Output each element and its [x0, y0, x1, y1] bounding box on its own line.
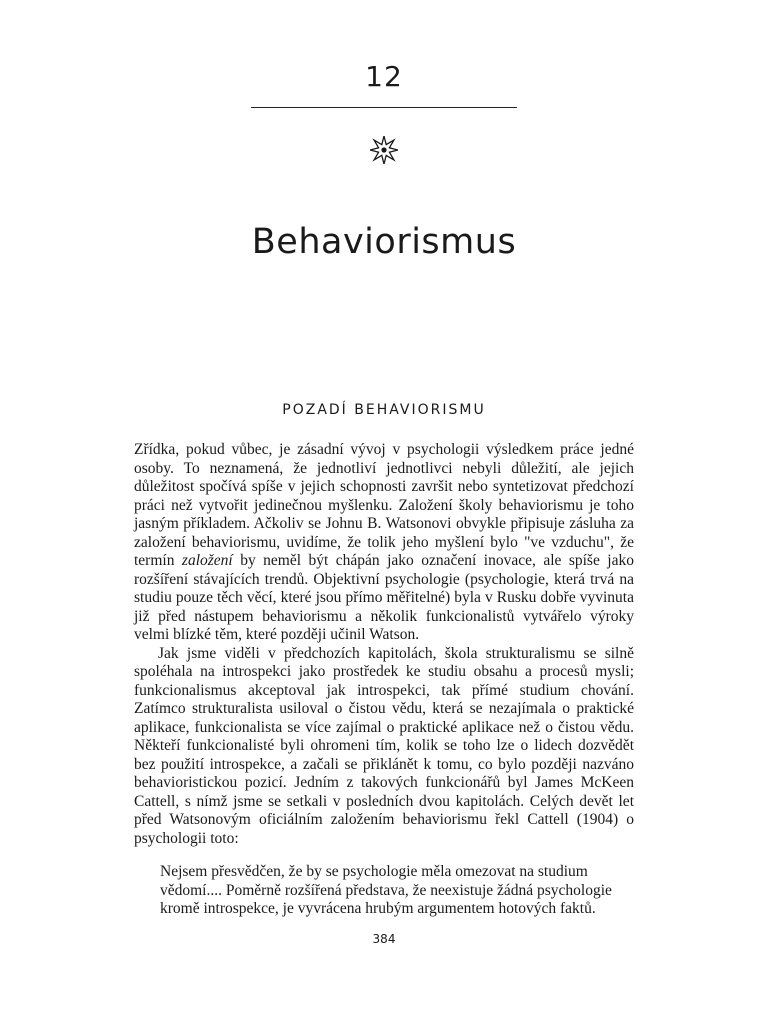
chapter-title: Behaviorismus [251, 222, 517, 262]
chapter-number: 12 [365, 60, 403, 93]
paragraph [134, 441, 634, 645]
star-ornament-icon [370, 136, 398, 164]
page-number: 384 [372, 932, 396, 946]
section-heading: POZADÍ BEHAVIORISMU [282, 402, 486, 418]
quote-line: Nejsem přesvědčen, že by se psychologie měla omezovat na studium [160, 863, 588, 880]
paragraph: Jak jsme viděli v předchozích kapitolách, škola strukturalismu se silně spoléhala na introspekci jako prostředek ke studiu obsahu a procesů mysli; funkcionalismus akceptoval jak introspekci, tak přímé studium chování. Zatímco strukturalista usiloval o čistou vědu, která se nezajímala o praktické aplikace, funkcionalista se více zajímal o praktické aplikace než o čistou vědu. Někteří funkcionalisté byli ohromeni tím, kolik se toho lze o lidech dozvědět bez použití introspekce, a začali se přiklánět k tomu, co bylo později nazváno behavioristickou pozicí. Jedním z takových funkcionářů byl James McKeen Cattell, s nímž jsme se setkali v posledních dvou kapitolách. Celých devět let před Watsonovým oficiálním založením behaviorismu řekl Cattell (1904) o psychologii toto: [134, 644, 634, 847]
paragraph-text: Zřídka, pokud vůbec, je zásadní vývoj v psychologii výsledkem práce jedné osoby. To neznamená, že jednotliví jednotlivci nebyli důležití, ale jejich důležitost spočívá spíše v jejich schopnosti završit nebo syntetizovat předchozí práci než vytvořit jedinečnou myšlenku. Založení školy behaviorismu je toho jasným příkladem. Ačkoliv se Johnu B. Watsonovi obvykle připisuje zásluha za založení behaviorismu, uvidíme, že tolik jeho myšlení bylo "ve vzduchu", že termín [134, 441, 634, 569]
italic-term: založení [181, 552, 233, 569]
quote-line: kromě introspekce, je vyvrácena hrubým argumentem hotových faktů. [160, 900, 596, 917]
paragraph-text: by neměl být chápán jako označení inovace, ale spíše jako rozšíření stávajících trendů. Objektivní psychologie (psychologie, která trvá na studiu pouze těch věcí, které jsou přímo měřitelné) byla v Rusku dobře vyvinuta již před nástupem behaviorismu a několik funkcionalistů vytvářelo výroky velmi blízké těm, které později učinil Watson. [134, 552, 634, 643]
chapter-divider [251, 107, 517, 108]
block-quote [160, 863, 620, 919]
quote-line: vědomí.... Poměrně rozšířená představa, že neexistuje žádná psychologie [160, 881, 612, 899]
body-text [134, 441, 634, 848]
